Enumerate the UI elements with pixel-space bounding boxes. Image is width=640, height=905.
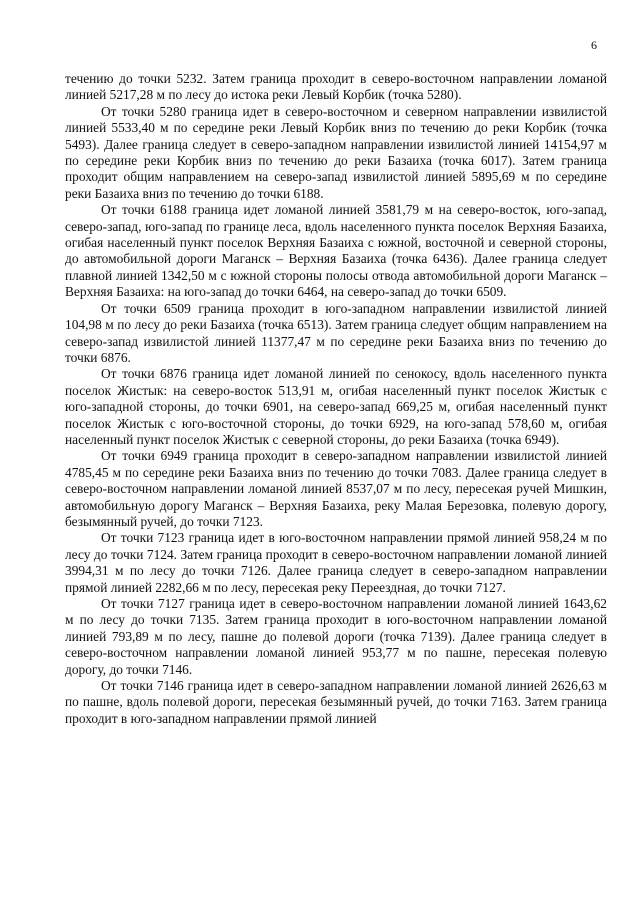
paragraph-point-6509: От точки 6509 граница проходит в юго-западном направлении извилистой линией 104,98 м по лесу до реки Базаиха (точка 6513). Затем граница следует общим направлением на северо-запад извилистой линией 11377,47 м по середине реки Базаиха вниз по течению до точки 6876.: [65, 300, 607, 365]
paragraph-point-7146: От точки 7146 граница идет в северо-западном направлении ломаной линией 2626,63 м по пашне, вдоль полевой дороги, пересекая безымянный ручей, до точки 7163. Затем граница проходит в юго-западном направлении прямой линией: [65, 678, 607, 726]
paragraph-point-6876: От точки 6876 граница идет ломаной линией по сенокосу, вдоль населенного пункта поселок Жистык: на северо-восток 513,91 м, огибая населенный пункт поселок Жистык с юго-западной стороны, до точки 6901, на северо-запад 669,25 м, огибая населенный пункт поселок Жистык с юго-восточной стороны, до точки 6929, на юго-запад 578,60 м, огибая населенный пункт поселок Жистык с северной стороны, до реки Базаиха (точка 6949).: [65, 366, 607, 447]
page-number: 6: [591, 38, 597, 52]
paragraph-point-6949: От точки 6949 граница проходит в северо-западном направлении извилистой линией 4785,45 м по середине реки Базаиха вниз по течению до точки 7083. Далее граница следует в северо-восточном направлении ломаной линией 8537,07 м по лесу, пересекая ручей Мишкин, автомобильную дорогу Маганск – Верхняя Базаиха, реку Малая Березовка, полевую дорогу, безымянный ручей, до точки 7123.: [65, 448, 607, 529]
paragraph-point-6188: От точки 6188 граница идет ломаной линией 3581,79 м на северо-восток, юго-запад, северо-запад, юго-запад по границе леса, вдоль населенного пункта поселок Верхняя Базаиха, огибая населенный пункт поселок Верхняя Базаиха с южной, восточной и северной стороны, до автомобильной дороги Маганск – Верхняя Базаиха (точка 6436). Далее граница следует плавной линией 1342,50 м с южной стороны полосы отвода автомобильной дороги Маганск – Верхняя Базаиха: на юго-запад до точки 6464, на северо-запад до точки 6509.: [65, 202, 607, 300]
document-body: [65, 71, 607, 727]
paragraph-continuation: течению до точки 5232. Затем граница проходит в северо-восточном направлении ломаной линией 5217,28 м по лесу до истока реки Левый Корбик (точка 5280).: [65, 71, 607, 103]
paragraph-point-5280: От точки 5280 граница идет в северо-восточном и северном направлении извилистой линией 5533,40 м по середине реки Левый Корбик вниз по течению до реки Корбик (точка 5493). Далее граница следует в северо-западном направлении извилистой линией 14154,97 м по середине реки Корбик вниз по течению до реки Базаиха (точка 6017). Затем граница проходит общим направлением на северо-запад извилистой линией 5895,69 м по середине реки Базаиха вниз по течению до точки 6188.: [65, 103, 607, 201]
paragraph-point-7127: От точки 7127 граница идет в северо-восточном направлении ломаной линией 1643,62 м по лесу до точки 7135. Затем граница проходит в юго-восточном направлении ломаной линией 793,89 м по лесу, пашне до полевой дороги (точка 7139). Далее граница следует в северо-восточном направлении ломаной линией 953,77 м по пашне, пересекая полевую дорогу, до точки 7146.: [65, 596, 607, 677]
paragraph-point-7123: От точки 7123 граница идет в юго-восточном направлении прямой линией 958,24 м по лесу до точки 7124. Затем граница проходит в северо-восточном направлении ломаной линией 3994,31 м по лесу до точки 7126. Далее граница следует в северо-западном направлении прямой линией 2282,66 м по лесу, пересекая реку Переездная, до точки 7127.: [65, 530, 607, 595]
